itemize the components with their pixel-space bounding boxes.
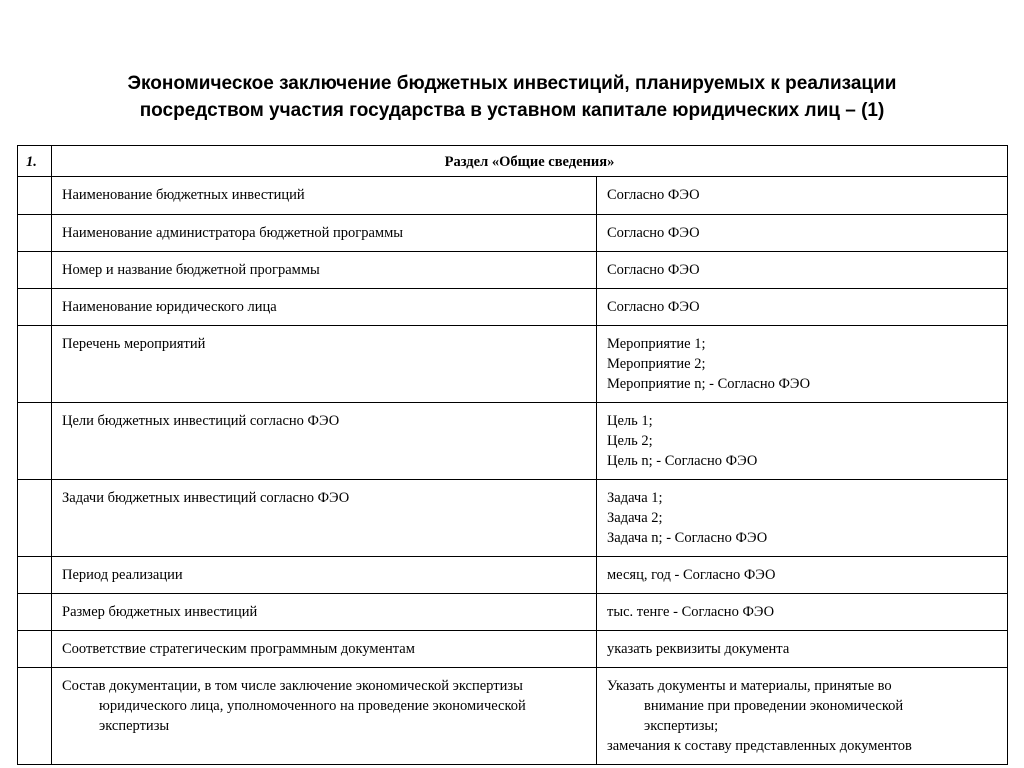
row-number-cell	[18, 177, 52, 215]
value-line: месяц, год - Согласно ФЭО	[607, 567, 776, 583]
row-label: Перечень мероприятий	[52, 326, 597, 403]
row-number-cell	[18, 289, 52, 326]
value-line: Задача n; - Согласно ФЭО	[607, 530, 768, 546]
value-line: замечания к составу представленных документов	[607, 738, 912, 754]
value-line: указать реквизиты документа	[607, 641, 790, 657]
row-number-cell	[18, 480, 52, 557]
value-line: Цель n; - Согласно ФЭО	[607, 453, 758, 469]
general-info-table	[17, 145, 1008, 765]
section-title: Раздел «Общие сведения»	[52, 146, 1008, 177]
section-header-row	[18, 146, 1008, 177]
row-value	[597, 594, 1008, 631]
value-line: Согласно ФЭО	[607, 187, 700, 203]
row-label: Номер и название бюджетной программы	[52, 252, 597, 289]
value-line: тыс. тенге - Согласно ФЭО	[607, 604, 775, 620]
table-row	[18, 177, 1008, 215]
row-number-cell	[18, 594, 52, 631]
row-number-cell	[18, 631, 52, 668]
row-label: Задачи бюджетных инвестиций согласно ФЭО	[52, 480, 597, 557]
row-number-cell	[18, 668, 52, 765]
row-label: Наименование бюджетных инвестиций	[52, 177, 597, 215]
row-label: Наименование администратора бюджетной программы	[52, 215, 597, 252]
value-line: Согласно ФЭО	[607, 225, 700, 241]
row-value	[597, 289, 1008, 326]
value-line: Задача 1;	[607, 490, 663, 506]
row-value	[597, 631, 1008, 668]
table-row	[18, 289, 1008, 326]
row-value	[597, 177, 1008, 215]
section-number: 1.	[18, 146, 52, 177]
value-line: Мероприятие 1;	[607, 336, 706, 352]
table-row	[18, 480, 1008, 557]
row-label: Наименование юридического лица	[52, 289, 597, 326]
table-row	[18, 668, 1008, 765]
value-line: Цель 2;	[607, 433, 653, 449]
table-row	[18, 631, 1008, 668]
table-row	[18, 594, 1008, 631]
document-title	[0, 70, 1024, 124]
row-value	[597, 215, 1008, 252]
row-value	[597, 252, 1008, 289]
row-label: Период реализации	[52, 557, 597, 594]
value-line: внимание при проведении экономической	[644, 698, 904, 714]
value-line: Цель 1;	[607, 413, 653, 429]
table-row	[18, 252, 1008, 289]
row-value	[597, 480, 1008, 557]
value-line: экспертизы;	[644, 718, 719, 734]
value-line: Указать документы и материалы, принятые во	[607, 678, 892, 694]
table-row	[18, 326, 1008, 403]
row-number-cell	[18, 403, 52, 480]
table-row	[18, 215, 1008, 252]
row-label: Цели бюджетных инвестиций согласно ФЭО	[52, 403, 597, 480]
value-line: Мероприятие n; - Согласно ФЭО	[607, 376, 811, 392]
row-label	[52, 668, 597, 765]
table-row	[18, 403, 1008, 480]
value-line: Согласно ФЭО	[607, 262, 700, 278]
value-line: Задача 2;	[607, 510, 663, 526]
table-row	[18, 557, 1008, 594]
row-label: Размер бюджетных инвестиций	[52, 594, 597, 631]
row-value	[597, 403, 1008, 480]
row-number-cell	[18, 215, 52, 252]
row-number-cell	[18, 557, 52, 594]
row-value	[597, 326, 1008, 403]
row-number-cell	[18, 326, 52, 403]
value-line: Мероприятие 2;	[607, 356, 706, 372]
row-label-text: Состав документации, в том числе заключение экономической экспертизы юридического лица, уполномоченного на проведение экономической экспертизы	[62, 678, 526, 734]
title-line-1: Экономическое заключение бюджетных инвестиций, планируемых к реализации	[127, 73, 897, 94]
row-value	[597, 668, 1008, 765]
row-number-cell	[18, 252, 52, 289]
value-line: Согласно ФЭО	[607, 299, 700, 315]
title-line-2: посредством участия государства в уставном капитале юридических лиц – (1)	[139, 100, 885, 121]
row-value	[597, 557, 1008, 594]
row-label: Соответствие стратегическим программным документам	[52, 631, 597, 668]
